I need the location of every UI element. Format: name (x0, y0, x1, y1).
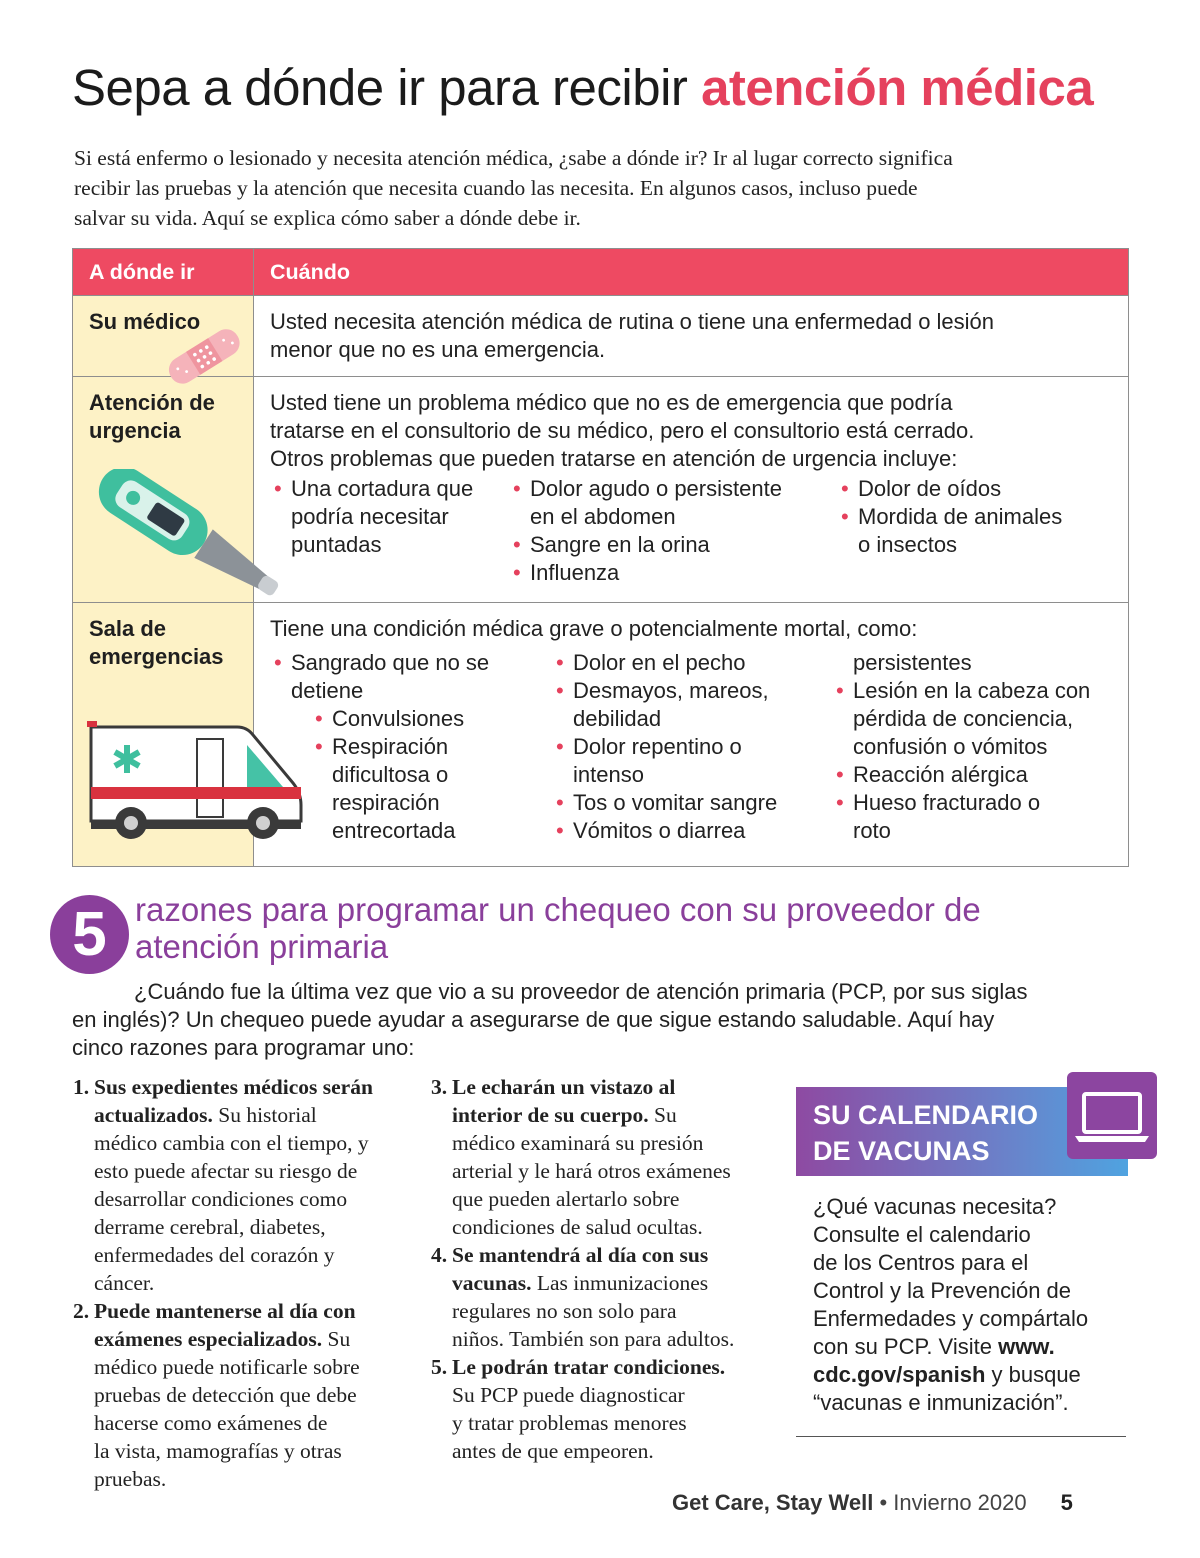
urgent-column-2 (509, 475, 837, 587)
item-line: • Lesión en la cabeza con (853, 678, 1091, 703)
reason-text: antes de que empeoren. (452, 1439, 654, 1463)
issue-date: Invierno 2020 (893, 1490, 1027, 1515)
publication-name: Get Care, Stay Well (672, 1490, 874, 1515)
title-highlight: atención médica (701, 59, 1094, 116)
label-doctor: Su médico (89, 309, 201, 334)
list-item (270, 649, 552, 705)
intro-paragraph (74, 143, 1134, 233)
urgent-conditions (270, 475, 1112, 587)
label-er-1: Sala de (89, 616, 167, 641)
list-item (832, 677, 1090, 761)
header-when: Cuándo (254, 249, 1129, 296)
thermometer-icon (79, 469, 315, 597)
table-row-doctor (73, 296, 1129, 377)
item-line: • Desmayos, mareos, (573, 678, 769, 703)
text-line: “vacunas e inmunización”. (813, 1390, 1069, 1415)
item-line: intenso (573, 762, 644, 787)
label-urgent-2: urgencia (89, 418, 181, 443)
item-line: • Una cortadura que (291, 476, 474, 501)
table-row-urgent (73, 377, 1129, 603)
five-reasons-heading (135, 891, 981, 965)
reason-bold: Sus expedientes médicos serán (94, 1075, 373, 1099)
reason-text: médico examinará su presión (452, 1131, 704, 1155)
list-item (837, 503, 1062, 559)
header-where: A dónde ir (73, 249, 254, 296)
reason-text: enfermedades del corazón y (94, 1243, 335, 1267)
list-item: • Influenza (509, 559, 837, 587)
reason-text: que pueden alertarlo sobre (452, 1187, 680, 1211)
reason-text: derrame cerebral, diabetes, (94, 1215, 326, 1239)
text-line: Otros problemas que pueden tratarse en atención de urgencia incluye: (270, 446, 958, 471)
text-line: Tiene una condición médica grave o potencialmente mortal, como: (270, 616, 918, 641)
text-line: tratarse en el consultorio de su médico, pero el consultorio está cerrado. (270, 418, 975, 443)
reason-text: Su PCP puede diagnosticar (452, 1383, 685, 1407)
item-line: podría necesitar (291, 504, 449, 529)
intro-line: Si está enfermo o lesionado y necesita atención médica, ¿sabe a dónde ir? Ir al lugar correcto significa (74, 146, 953, 170)
cdc-link-part2[interactable]: cdc.gov/spanish (813, 1362, 986, 1387)
text-line: de los Centros para el (813, 1250, 1029, 1275)
item-line: debilidad (573, 706, 662, 731)
intro-line: recibir las pruebas y la atención que necesita cuando las necesita. En algunos casos, incluso puede (74, 176, 918, 200)
intro-line: salvar su vida. Aquí se explica cómo saber a dónde debe ir. (74, 206, 581, 230)
table-row-er (73, 603, 1129, 867)
reason-bold: exámenes especializados. (94, 1327, 323, 1351)
item-line: roto (853, 818, 891, 843)
five-number-badge: 5 (50, 895, 129, 974)
ambulance-icon (87, 721, 307, 845)
reason-text: Su (322, 1327, 351, 1351)
list-item: • Dolor de oídos (837, 475, 1062, 503)
list-item (552, 733, 832, 789)
reason-text: médico puede notificarle sobre (94, 1355, 360, 1379)
intro-line: cinco razones para programar uno: (72, 1035, 415, 1060)
page-footer (672, 1490, 1073, 1516)
cell-where-urgent (73, 377, 254, 603)
item-line: • Hueso fracturado o (853, 790, 1041, 815)
item-line: dificultosa o (332, 762, 449, 787)
item-line: • Mordida de animales (858, 504, 1063, 529)
text-line: Enfermedades y compártalo (813, 1306, 1089, 1331)
list-item (552, 677, 832, 733)
label-urgent-1: Atención de (89, 390, 215, 415)
reason-text: la vista, mamografías y otras (94, 1439, 342, 1463)
list-item: • Reacción alérgica (832, 761, 1090, 789)
reason-bold: Le echarán un vistazo al (452, 1075, 676, 1099)
cdc-link-part1[interactable]: www. (998, 1334, 1055, 1359)
vaccine-calendar-text (813, 1193, 1143, 1417)
reason-text: pruebas de detección que debe (94, 1383, 357, 1407)
reason-text: Su historial (212, 1103, 317, 1127)
urgent-column-3 (837, 475, 1062, 587)
label-er-2: emergencias (89, 644, 224, 669)
page-number: 5 (1060, 1490, 1073, 1515)
reason-3 (431, 1073, 734, 1241)
er-column-1 (270, 649, 552, 845)
list-item: • Vómitos o diarrea (552, 817, 832, 845)
er-conditions (270, 649, 1112, 845)
text-line: con su PCP. Visite (813, 1334, 999, 1359)
text-line: y busque (985, 1362, 1081, 1387)
reason-text: desarrollar condiciones como (94, 1187, 348, 1211)
reason-number: 3. (431, 1075, 448, 1099)
title-part1: Sepa a dónde ir para recibir (72, 59, 702, 116)
list-item: • Sangre en la orina (509, 531, 837, 559)
reason-number: 5. (431, 1355, 448, 1379)
heading-line: razones para programar un chequeo con su proveedor de (135, 891, 981, 928)
reason-text: pruebas. (94, 1467, 167, 1491)
reason-text: Las inmunizaciones (531, 1271, 709, 1295)
list-item: • Dolor en el pecho (552, 649, 832, 677)
reason-1 (73, 1073, 373, 1297)
item-line: o insectos (858, 532, 958, 557)
item-line: en el abdomen (530, 504, 676, 529)
item-line: pérdida de conciencia, (853, 706, 1074, 731)
list-item (832, 789, 1090, 845)
reason-bold: interior de su cuerpo. (452, 1103, 649, 1127)
reasons-column-middle (431, 1073, 734, 1465)
reason-text: médico cambia con el tiempo, y (94, 1131, 369, 1155)
item-line: • Dolor agudo o persistente (530, 476, 782, 501)
heading-line: atención primaria (135, 928, 389, 965)
text-line: menor que no es una emergencia. (270, 337, 606, 362)
reason-5 (431, 1353, 734, 1465)
reason-text: arterial y le hará otros exámenes (452, 1159, 731, 1183)
reason-text: niños. También son para adultos. (452, 1327, 735, 1351)
reason-text: regulares no son solo para (452, 1299, 677, 1323)
cell-when-doctor (254, 296, 1129, 377)
text-line: Consulte el calendario (813, 1222, 1031, 1247)
reason-bold: Se mantendrá al día con sus (452, 1243, 709, 1267)
footer-separator: • (873, 1490, 894, 1515)
reason-bold: Le podrán tratar condiciones. (452, 1355, 726, 1379)
er-column-2 (552, 649, 832, 845)
item-line: puntadas (291, 532, 382, 557)
reason-text: hacerse como exámenes de (94, 1411, 328, 1435)
reasons-column-left (73, 1073, 373, 1493)
page-title (72, 58, 1093, 117)
item-line: • Respiración (332, 734, 449, 759)
heading-line: DE VACUNAS (813, 1136, 990, 1166)
reason-text: esto puede afectar su riesgo de (94, 1159, 358, 1183)
reason-bold: vacunas. (452, 1271, 532, 1295)
cell-when-er (254, 603, 1129, 867)
reason-bold: actualizados. (94, 1103, 213, 1127)
laptop-icon (1067, 1072, 1157, 1159)
reason-number: 4. (431, 1243, 448, 1267)
list-item: persistentes (853, 650, 972, 675)
item-line: • Sangrado que no se (291, 650, 490, 675)
five-reasons-intro (72, 978, 1132, 1062)
reason-number: 1. (73, 1075, 90, 1099)
list-item (311, 733, 552, 845)
care-location-table (72, 248, 1129, 867)
item-line: • Dolor repentino o (573, 734, 742, 759)
er-column-3 (832, 649, 1090, 845)
list-item (509, 475, 837, 531)
item-line: entrecortada (332, 818, 456, 843)
item-line: detiene (291, 678, 364, 703)
list-item: • Convulsiones (311, 705, 552, 733)
text-line: Usted tiene un problema médico que no es de emergencia que podría (270, 390, 953, 415)
divider (796, 1436, 1126, 1437)
reason-text: cáncer. (94, 1271, 155, 1295)
list-item: • Tos o vomitar sangre (552, 789, 832, 817)
text-line: Control y la Prevención de (813, 1278, 1072, 1303)
intro-line: en inglés)? Un chequeo puede ayudar a asegurarse de que sigue estando saludable. Aquí hay (72, 1007, 995, 1032)
text-line: Usted necesita atención médica de rutina o tiene una enfermedad o lesión (270, 309, 995, 334)
reason-4 (431, 1241, 734, 1353)
cell-where-er (73, 603, 254, 867)
reason-2 (73, 1297, 373, 1493)
reason-text: y tratar problemas menores (452, 1411, 687, 1435)
item-line: confusión o vómitos (853, 734, 1048, 759)
heading-line: SU CALENDARIO (813, 1100, 1039, 1130)
reason-bold: Puede mantenerse al día con (94, 1299, 356, 1323)
cell-when-urgent (254, 377, 1129, 603)
reason-text: condiciones de salud ocultas. (452, 1215, 703, 1239)
reason-number: 2. (73, 1299, 90, 1323)
intro-line: ¿Cuándo fue la última vez que vio a su proveedor de atención primaria (PCP, por sus siglas (134, 979, 1028, 1004)
cell-where-doctor (73, 296, 254, 377)
item-line: respiración (332, 790, 440, 815)
text-line: ¿Qué vacunas necesita? (813, 1194, 1057, 1219)
table-header-row (73, 249, 1129, 296)
reason-text: Su (648, 1103, 677, 1127)
